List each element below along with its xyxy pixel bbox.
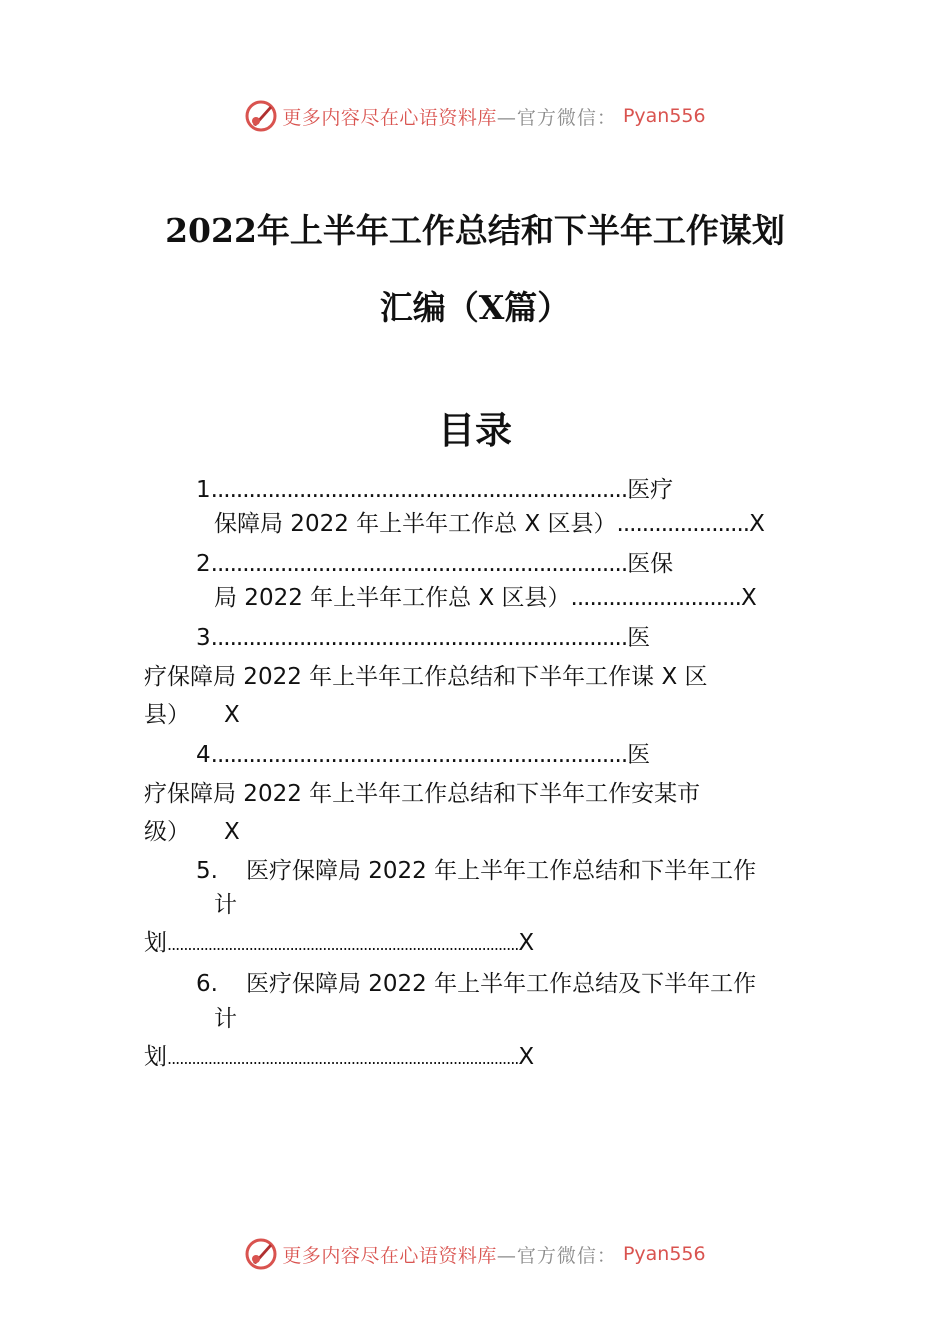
toc-entry-5-text: 医疗保障局 2022 年上半年工作总结和下半年工作 [245, 858, 757, 884]
toc-entry-3-dots: .................................................................. [210, 625, 628, 651]
toc-entry-6-page: X [518, 1044, 535, 1070]
toc-entry-2[interactable] [196, 549, 673, 579]
toc-entry-2-number: 2 [196, 551, 211, 577]
toc-entry-1-tail: 医疗 [627, 477, 674, 503]
toc-entry-6-wrap-text: 计 [214, 1006, 237, 1032]
toc-entry-5-dots: ...................................................................................... [167, 935, 519, 954]
toc-entry-1-page: X [749, 511, 765, 537]
toc-entry-3-line3[interactable] [144, 700, 240, 730]
toc-entry-5-line3[interactable] [144, 928, 534, 960]
toc-entry-5-number: 5. [196, 858, 218, 884]
toc-entry-3-text: 疗保障局 2022 年上半年工作总结和下半年工作谋 X 区 [144, 664, 708, 690]
toc-entry-4-line3[interactable] [144, 817, 240, 847]
toc-entry-6[interactable] [196, 969, 756, 999]
brush-logo-icon [244, 99, 278, 133]
toc-entry-3-text3: 县） [144, 702, 190, 728]
toc-entry-4-page: X [224, 819, 240, 845]
toc-entry-4-tail: 医 [627, 742, 651, 768]
toc-entry-6-text: 医疗保障局 2022 年上半年工作总结及下半年工作 [245, 971, 757, 997]
toc-entry-2-line2[interactable] [214, 583, 757, 613]
toc-entry-3[interactable] [196, 623, 650, 653]
watermark-wechat-label: —官方微信： [496, 1244, 617, 1267]
document-title-line2: 汇编（X篇） [379, 288, 571, 327]
toc-entry-4-text: 疗保障局 2022 年上半年工作总结和下半年工作安某市 [144, 781, 701, 807]
document-title-line1: 2022年上半年工作总结和下半年工作谋划 [165, 211, 785, 250]
toc-entry-4-number: 4 [196, 742, 211, 768]
header-watermark [0, 94, 950, 138]
footer-watermark [0, 1232, 950, 1276]
toc-entry-4-dots: .................................................................. [210, 742, 628, 768]
toc-entry-5[interactable] [196, 856, 756, 886]
toc-entry-6-number: 6. [196, 971, 218, 997]
toc-entry-6-line3[interactable] [144, 1042, 534, 1074]
toc-entry-4[interactable] [196, 740, 650, 770]
toc-entry-4-text3: 级） [144, 819, 190, 845]
toc-entry-2-dots2: ........................... [570, 585, 741, 611]
watermark-wechat-id: Pyan556 [622, 105, 706, 127]
toc-entry-1[interactable] [196, 475, 673, 505]
toc-entry-3-number: 3 [196, 625, 211, 651]
watermark-wechat-id: Pyan556 [622, 1243, 706, 1265]
toc-entry-1-dots: .................................................................. [210, 477, 628, 503]
toc-heading: 目录 [438, 408, 512, 452]
toc-entry-1-text: 保障局 2022 年上半年工作总 X 区县） [214, 511, 617, 537]
watermark-brand: 更多内容尽在心语资料库 [282, 1244, 497, 1267]
toc-entry-3-tail: 医 [627, 625, 651, 651]
toc-entry-6-wrap[interactable] [214, 1004, 237, 1034]
toc-entry-6-dots: ...................................................................................... [167, 1049, 519, 1068]
toc-entry-5-text3: 划 [144, 930, 167, 956]
toc-entry-3-page: X [224, 702, 240, 728]
toc-entry-1-number: 1 [196, 477, 211, 503]
toc-entry-2-page: X [740, 585, 757, 611]
toc-entry-1-line2[interactable] [214, 509, 765, 539]
toc-entry-2-text: 局 2022 年上半年工作总 X 区县） [214, 585, 571, 611]
toc-entry-6-text3: 划 [144, 1044, 167, 1070]
toc-entry-5-wrap-text: 计 [214, 892, 237, 918]
toc-entry-3-line2[interactable] [144, 662, 708, 692]
toc-entry-5-wrap[interactable] [214, 890, 237, 920]
toc-entry-2-tail: 医保 [627, 551, 674, 577]
toc-entry-1-dots2: ..................... [616, 511, 750, 537]
watermark-wechat-label: —官方微信： [496, 106, 617, 129]
brush-logo-icon [244, 1237, 278, 1271]
toc-entry-5-page: X [518, 930, 535, 956]
toc-entry-4-line2[interactable] [144, 779, 700, 809]
toc-entry-2-dots: .................................................................. [210, 551, 628, 577]
watermark-brand: 更多内容尽在心语资料库 [282, 106, 497, 129]
